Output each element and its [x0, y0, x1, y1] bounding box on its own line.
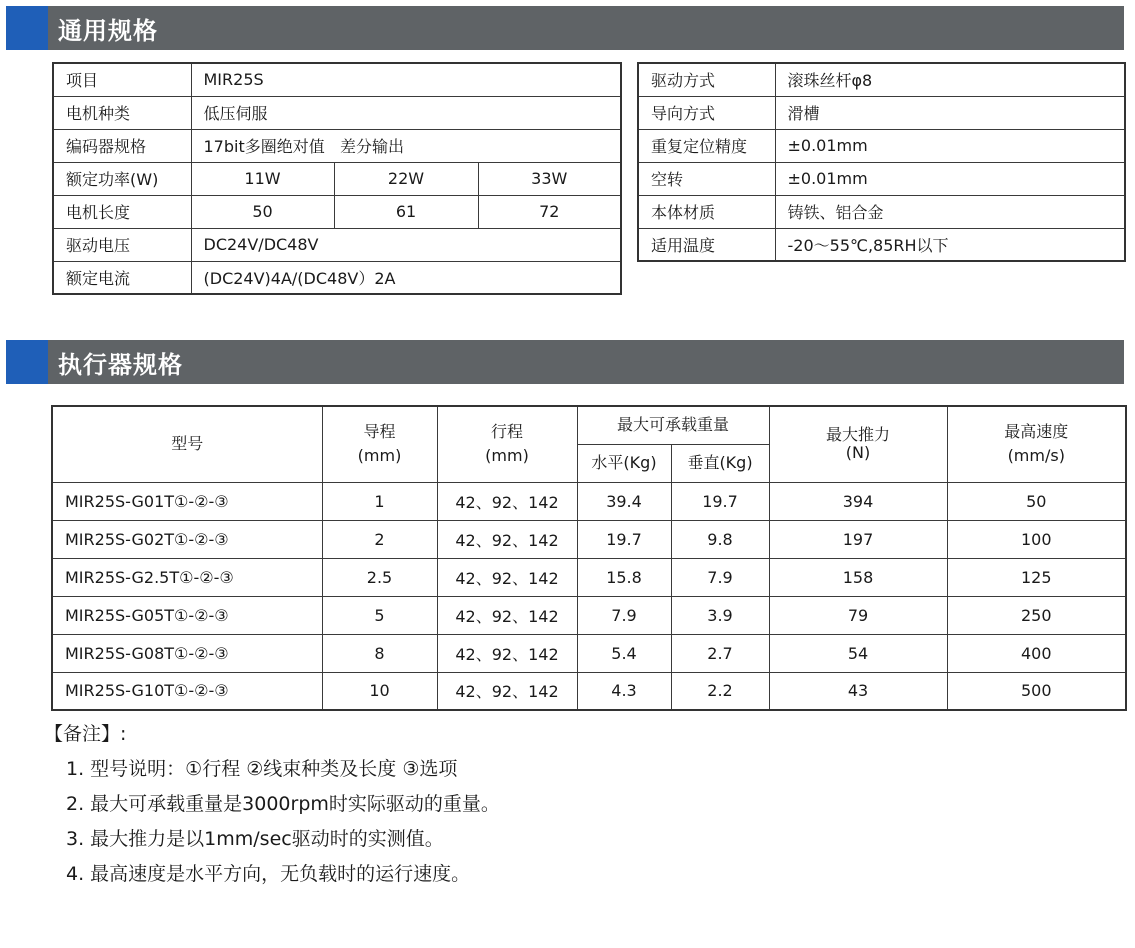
cell-load-v: 2.2 — [671, 672, 769, 710]
cell-load-v: 19.7 — [671, 482, 769, 520]
actuator-spec-title: 执行器规格 — [58, 350, 183, 379]
cell-load-v: 9.8 — [671, 520, 769, 558]
cell-load-v: 3.9 — [671, 596, 769, 634]
table-row — [638, 195, 1125, 228]
cell-model: MIR25S-G02T①-②-③ — [52, 520, 322, 558]
table-row — [52, 558, 1126, 596]
table-row — [53, 96, 621, 129]
actuator-spec-header — [6, 340, 1124, 384]
spec-label: 额定功率(W) — [53, 162, 191, 195]
cell-lead: 2 — [322, 520, 437, 558]
table-row — [638, 162, 1125, 195]
spec-value: 22W — [334, 162, 478, 195]
spec-label: 额定电流 — [53, 261, 191, 294]
col-header-thrust — [769, 406, 947, 482]
table-row — [53, 63, 621, 96]
cell-thrust: 197 — [769, 520, 947, 558]
cell-thrust: 394 — [769, 482, 947, 520]
cell-speed: 50 — [947, 482, 1126, 520]
spec-label: 驱动电压 — [53, 228, 191, 261]
spec-label: 导向方式 — [638, 96, 775, 129]
spec-label: 适用温度 — [638, 228, 775, 261]
header-text: 最高速度 — [1004, 422, 1069, 442]
spec-value: -20～55℃,85RH以下 — [775, 228, 1125, 261]
cell-lead: 1 — [322, 482, 437, 520]
spec-value: ±0.01mm — [775, 162, 1125, 195]
table-row — [53, 195, 621, 228]
note-item: 1. 型号说明：①行程 ②线束种类及长度 ③选项 — [66, 758, 458, 780]
general-spec-header — [6, 6, 1124, 50]
table-row — [52, 482, 1126, 520]
header-text: 行程 — [490, 422, 523, 442]
table-row — [52, 520, 1126, 558]
note-item: 3. 最大推力是以1mm/sec驱动时的实测值。 — [66, 828, 444, 850]
cell-stroke: 42、92、142 — [437, 596, 577, 634]
spec-value: 11W — [191, 162, 334, 195]
cell-model: MIR25S-G2.5T①-②-③ — [52, 558, 322, 596]
header-unit: (mm) — [357, 446, 402, 466]
spec-value: 滚珠丝杆φ8 — [775, 63, 1125, 96]
spec-label: 重复定位精度 — [638, 129, 775, 162]
cell-stroke: 42、92、142 — [437, 482, 577, 520]
table-row — [52, 596, 1126, 634]
actuator-spec-table — [51, 405, 1127, 711]
notes-block — [44, 717, 500, 892]
cell-model: MIR25S-G10T①-②-③ — [52, 672, 322, 710]
spec-value: MIR25S — [191, 63, 621, 96]
table-row — [53, 228, 621, 261]
table-row — [53, 129, 621, 162]
cell-stroke: 42、92、142 — [437, 520, 577, 558]
cell-load-v: 7.9 — [671, 558, 769, 596]
cell-stroke: 42、92、142 — [437, 634, 577, 672]
cell-load-h: 19.7 — [577, 520, 671, 558]
spec-value: 滑槽 — [775, 96, 1125, 129]
cell-lead: 8 — [322, 634, 437, 672]
cell-lead: 10 — [322, 672, 437, 710]
header-accent — [6, 6, 48, 50]
cell-model: MIR25S-G05T①-②-③ — [52, 596, 322, 634]
table-row — [53, 162, 621, 195]
spec-label: 电机种类 — [53, 96, 191, 129]
cell-stroke: 42、92、142 — [437, 558, 577, 596]
cell-load-h: 15.8 — [577, 558, 671, 596]
header-accent — [6, 340, 48, 384]
col-header-load-vertical: 垂直(Kg) — [671, 444, 769, 482]
cell-load-h: 4.3 — [577, 672, 671, 710]
col-header-load: 最大可承载重量 — [577, 406, 769, 444]
spec-value: 低压伺服 — [191, 96, 621, 129]
general-spec-table-right — [637, 62, 1126, 262]
cell-load-h: 7.9 — [577, 596, 671, 634]
col-header-speed — [947, 406, 1126, 482]
col-header-load-horizontal: 水平(Kg) — [577, 444, 671, 482]
spec-label: 项目 — [53, 63, 191, 96]
spec-value: 铸铁、铝合金 — [775, 195, 1125, 228]
spec-label: 空转 — [638, 162, 775, 195]
cell-model: MIR25S-G08T①-②-③ — [52, 634, 322, 672]
table-row — [638, 96, 1125, 129]
spec-value: 50 — [191, 195, 334, 228]
cell-model: MIR25S-G01T①-②-③ — [52, 482, 322, 520]
cell-load-v: 2.7 — [671, 634, 769, 672]
cell-thrust: 54 — [769, 634, 947, 672]
col-header-lead — [322, 406, 437, 482]
table-row — [638, 228, 1125, 261]
cell-thrust: 158 — [769, 558, 947, 596]
cell-lead: 2.5 — [322, 558, 437, 596]
cell-speed: 400 — [947, 634, 1126, 672]
table-row — [52, 634, 1126, 672]
note-item: 4. 最高速度是水平方向，无负载时的运行速度。 — [66, 863, 471, 885]
spec-value: 33W — [478, 162, 621, 195]
spec-value: (DC24V)4A/(DC48V）2A — [191, 261, 621, 294]
table-row — [53, 261, 621, 294]
general-spec-table-left — [52, 62, 622, 295]
spec-value: 17bit多圈绝对值 差分输出 — [191, 129, 621, 162]
spec-value: 72 — [478, 195, 621, 228]
spec-value: ±0.01mm — [775, 129, 1125, 162]
spec-label: 驱动方式 — [638, 63, 775, 96]
cell-stroke: 42、92、142 — [437, 672, 577, 710]
header-text: 导程 — [363, 422, 396, 442]
general-spec-title: 通用规格 — [58, 16, 158, 45]
header-unit: (mm) — [485, 446, 529, 466]
header-unit: (mm/s) — [1007, 446, 1065, 466]
cell-speed: 250 — [947, 596, 1126, 634]
table-row — [638, 129, 1125, 162]
note-item: 2. 最大可承载重量是3000rpm时实际驱动的重量。 — [66, 793, 500, 815]
table-header-row — [52, 406, 1126, 444]
cell-load-h: 39.4 — [577, 482, 671, 520]
col-header-stroke — [437, 406, 577, 482]
spec-label: 电机长度 — [53, 195, 191, 228]
cell-lead: 5 — [322, 596, 437, 634]
cell-load-h: 5.4 — [577, 634, 671, 672]
cell-speed: 500 — [947, 672, 1126, 710]
header-text: 最大推力 — [826, 425, 891, 445]
spec-label: 编码器规格 — [53, 129, 191, 162]
spec-label: 本体材质 — [638, 195, 775, 228]
table-row — [52, 672, 1126, 710]
spec-value: DC24V/DC48V — [191, 228, 621, 261]
col-header-model — [52, 406, 322, 482]
cell-speed: 125 — [947, 558, 1126, 596]
cell-thrust: 43 — [769, 672, 947, 710]
table-row — [638, 63, 1125, 96]
notes-heading: 【备注】: — [44, 723, 127, 745]
cell-speed: 100 — [947, 520, 1126, 558]
spec-value: 61 — [334, 195, 478, 228]
header-text: 型号 — [171, 434, 204, 454]
header-unit: (N) — [845, 443, 871, 463]
cell-thrust: 79 — [769, 596, 947, 634]
